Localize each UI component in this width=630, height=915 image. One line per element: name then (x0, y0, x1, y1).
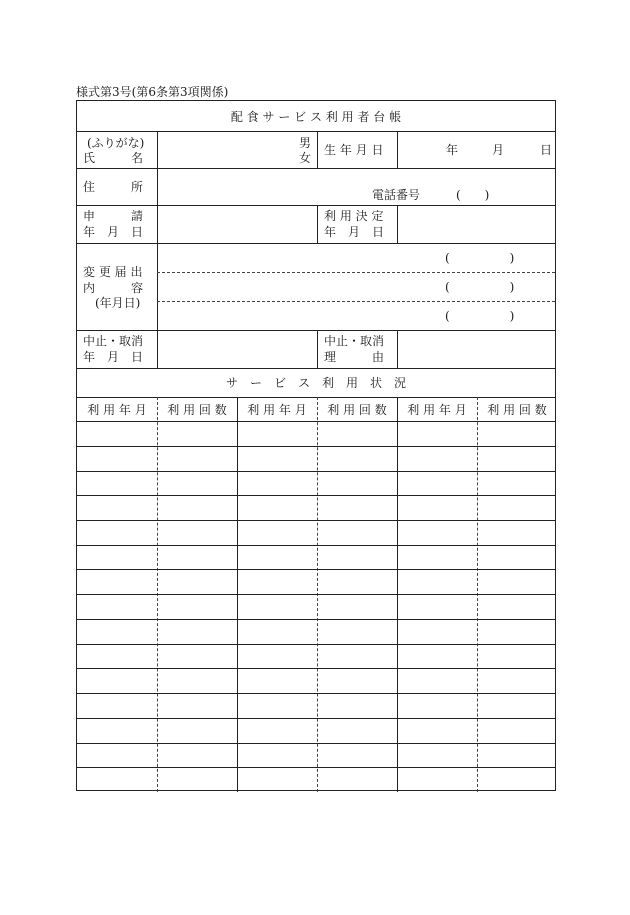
divider-label-column (157, 131, 158, 368)
divider-title (77, 131, 555, 132)
dashed-divider-change-1 (157, 272, 555, 273)
form-number-label: 様式第3号(第6条第3項関係) (76, 85, 229, 99)
table-row-divider (77, 743, 555, 744)
change-label: 変 更 届 出 (83, 265, 143, 279)
divider-name-gender (317, 131, 318, 168)
birth-day-unit: 日 (540, 143, 553, 157)
table-row-divider (77, 668, 555, 669)
table-row-divider (77, 520, 555, 521)
table-row-divider (77, 495, 555, 496)
gender-male: 男 (298, 136, 311, 150)
cancel-reason-label: 中止・取消 (324, 334, 385, 348)
table-row-divider (77, 619, 555, 620)
birth-year-unit: 年 (446, 143, 459, 157)
usage-section-title: サ ー ビ ス 利 用 状 況 (225, 376, 406, 390)
form-title: 配 食 サ ー ビ ス 利 用 者 台 帳 (230, 110, 402, 124)
phone-label: 電話番号 (372, 188, 421, 202)
divider-address-row (77, 205, 555, 206)
table-row-divider (77, 644, 555, 645)
cancel-reason-label-2: 理 由 (324, 350, 385, 364)
ledger-form (76, 100, 556, 791)
usage-header-month-2: 利 用 年 月 (247, 403, 307, 417)
dashed-divider-change-2 (157, 301, 555, 302)
table-row-divider (77, 693, 555, 694)
decision-label: 利 用 決 定 (324, 209, 384, 223)
table-row-divider (77, 569, 555, 570)
gender-female: 女 (298, 151, 311, 165)
usage-header-count-3: 利 用 回 数 (487, 403, 547, 417)
table-row-divider (77, 767, 555, 768)
divider-application-row (77, 243, 555, 244)
usage-header-count-1: 利 用 回 数 (167, 403, 227, 417)
usage-header-count-2: 利 用 回 数 (327, 403, 387, 417)
divider-application (317, 205, 318, 243)
divider-usage-header (77, 421, 555, 422)
divider-name-row (77, 168, 555, 169)
divider-decision (397, 205, 398, 243)
table-row-divider (77, 594, 555, 595)
change-date-slot-3: ( ) (445, 309, 515, 323)
cancel-date-label: 年 月 日 (83, 350, 144, 364)
table-row-divider (77, 471, 555, 472)
address-label: 住 所 (83, 180, 144, 194)
divider-birth-value (397, 131, 398, 168)
change-date-label: (年月日) (95, 296, 141, 310)
table-row-divider (77, 446, 555, 447)
birth-month-unit: 月 (492, 143, 505, 157)
cancel-label: 中止・取消 (83, 334, 144, 348)
application-date-label: 年 月 日 (83, 225, 144, 239)
usage-header-month-1: 利 用 年 月 (87, 403, 147, 417)
change-date-slot-1: ( ) (445, 251, 515, 265)
furigana-label: (ふりがな) (87, 136, 145, 150)
divider-change-row (77, 330, 555, 331)
decision-date-label: 年 月 日 (324, 225, 385, 239)
divider-cancel (317, 330, 318, 368)
table-row-divider (77, 718, 555, 719)
application-label: 申 請 (83, 209, 144, 223)
name-label: 氏 名 (83, 151, 144, 165)
phone-parens: ( ) (456, 188, 490, 202)
change-date-slot-2: ( ) (445, 280, 515, 294)
birth-date-label: 生 年 月 日 (324, 143, 384, 157)
divider-cancel-row (77, 368, 555, 369)
divider-usage-title (77, 397, 555, 398)
table-row-divider (77, 545, 555, 546)
usage-header-month-3: 利 用 年 月 (407, 403, 467, 417)
change-content-label: 内 容 (83, 281, 144, 295)
divider-reason (397, 330, 398, 368)
